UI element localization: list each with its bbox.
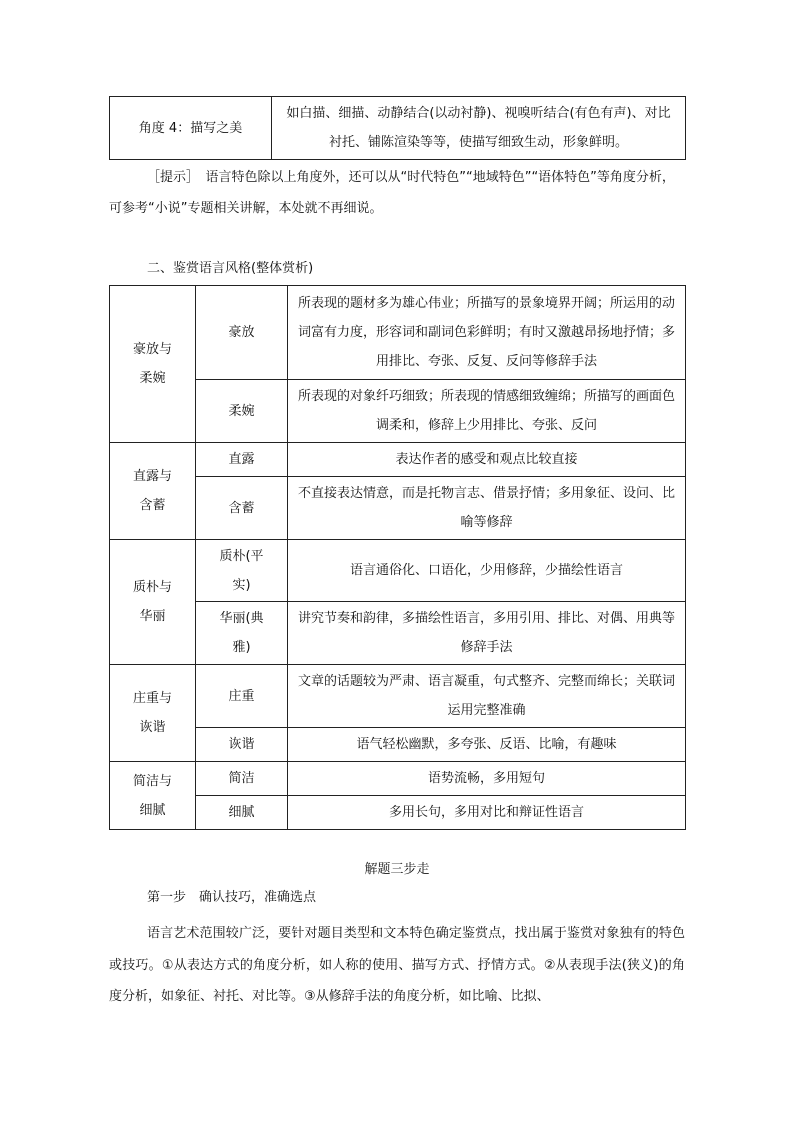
table-row xyxy=(110,540,686,602)
style-name-cell: 细腻 xyxy=(196,796,288,830)
style-name-cell: 质朴(平实) xyxy=(196,540,288,602)
style-group-cell: 质朴与华丽 xyxy=(110,540,196,665)
style-desc-cell: 所表现的题材多为雄心伟业；所描写的景象境界开阔；所运用的动词富有力度，形容词和副词色彩鲜明；有时又激越昂扬地抒情；多用排比、夸张、反复、反问等修辞手法 xyxy=(288,286,686,380)
style-desc-cell: 文章的话题较为严肃、语言凝重，句式整齐、完整而绵长；关联词运用完整准确 xyxy=(288,665,686,728)
style-desc-cell: 多用长句，多用对比和辩证性语言 xyxy=(288,796,686,830)
style-name-cell: 豪放 xyxy=(196,286,288,380)
table-row xyxy=(110,796,686,830)
style-group-cell: 庄重与诙谐 xyxy=(110,665,196,762)
section2-heading: 二、鉴赏语言风格(整体赏析) xyxy=(147,261,314,276)
step1-paragraph: 语言艺术范围较广泛，要针对题目类型和文本特色确定鉴赏点，找出属于鉴赏对象独有的特色或技巧。①从表达方式的角度分析，如人称的使用、描写方式、抒情方式。②从表现手法(狭义)的角度分析，如象征、衬托、对比等。③从修辞手法的角度分析，如比喻、比拟、 xyxy=(109,926,685,1004)
angle4-label: 角度 4：描写之美 xyxy=(110,97,272,160)
angle4-content: 如白描、细描、动静结合(以动衬静)、视嗅听结合(有色有声)、对比衬托、铺陈渲染等等，使描写细致生动，形象鲜明。 xyxy=(272,97,686,160)
style-name-cell: 诙谐 xyxy=(196,728,288,762)
style-group-cell: 简洁与细腻 xyxy=(110,762,196,830)
table-row xyxy=(110,477,686,540)
style-name-cell: 柔婉 xyxy=(196,380,288,443)
table-row xyxy=(110,602,686,665)
table-row xyxy=(110,762,686,796)
style-group-cell: 豪放与柔婉 xyxy=(110,286,196,443)
style-desc-cell: 表达作者的感受和观点比较直接 xyxy=(288,443,686,477)
table-row xyxy=(110,286,686,380)
style-group-cell: 直露与含蓄 xyxy=(110,443,196,540)
angle4-table xyxy=(109,96,686,160)
style-name-cell: 含蓄 xyxy=(196,477,288,540)
style-name-cell: 直露 xyxy=(196,443,288,477)
table-row xyxy=(110,665,686,728)
table-row xyxy=(110,97,686,160)
style-name-cell: 华丽(典雅) xyxy=(196,602,288,665)
style-desc-cell: 不直接表达情意，而是托物言志、借景抒情；多用象征、设问、比喻等修辞 xyxy=(288,477,686,540)
style-desc-cell: 语气轻松幽默，多夸张、反语、比喻，有趣味 xyxy=(288,728,686,762)
table-row xyxy=(110,380,686,443)
style-desc-cell: 讲究节奏和韵律，多描绘性语言，多用引用、排比、对偶、用典等修辞手法 xyxy=(288,602,686,665)
style-desc-cell: 语言通俗化、口语化，少用修辞，少描绘性语言 xyxy=(288,540,686,602)
language-style-table xyxy=(109,285,686,830)
tip-paragraph: ［提示］ 语言特色除以上角度外，还可以从“时代特色”“地域特色”“语体特色”等角度分析，可参考“小说”专题相关讲解，本处就不再细说。 xyxy=(109,170,675,216)
style-desc-cell: 语势流畅，多用短句 xyxy=(288,762,686,796)
table-row xyxy=(110,443,686,477)
style-name-cell: 简洁 xyxy=(196,762,288,796)
section3-title: 解题三步走 xyxy=(364,862,430,877)
step1-heading: 第一步 确认技巧，准确选点 xyxy=(147,890,317,905)
table-row xyxy=(110,728,686,762)
style-desc-cell: 所表现的对象纤巧细致；所表现的情感细致缠绵；所描写的画面色调柔和，修辞上少用排比、夸张、反问 xyxy=(288,380,686,443)
style-name-cell: 庄重 xyxy=(196,665,288,728)
